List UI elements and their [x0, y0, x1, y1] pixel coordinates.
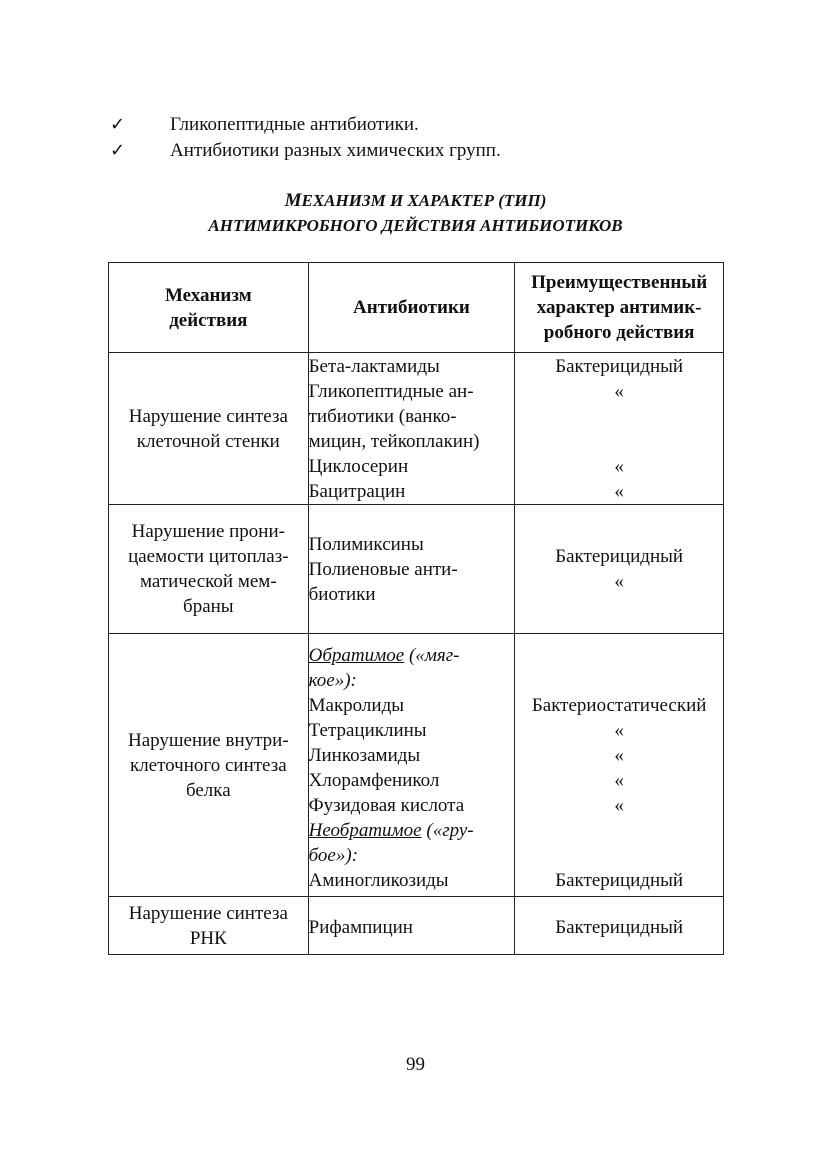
mechanism-cell: Нарушение прони- цаемости цитоплаз- матической мем- браны — [109, 505, 309, 634]
action-cell: Бактерицидный « « « — [515, 353, 724, 505]
mechanism-cell: Нарушение внутри- клеточного синтеза белка — [109, 634, 309, 897]
bullet-text: Гликопептидные антибиотики. — [170, 114, 419, 135]
header-action: Преимущественный характер антимик- робного действия — [515, 263, 724, 353]
mechanism-cell: Нарушение синтеза клеточной стенки — [109, 353, 309, 505]
action-cell: Бактериостатический « « « « Бактерицидный — [515, 634, 724, 897]
section-heading-line-1 — [0, 188, 831, 213]
table-row — [109, 634, 724, 897]
checkmark-icon: ✓ — [110, 114, 126, 135]
page-number: 99 — [406, 1054, 425, 1075]
antibiotics-cell: Полимиксины Полиеновые анти- биотики — [308, 505, 515, 634]
header-antibiotics: Антибиотики — [308, 263, 515, 353]
heading-rest: ЕХАНИЗМ И ХАРАКТЕР (ТИП) — [301, 191, 547, 210]
table-row — [109, 505, 724, 634]
bullet-item — [110, 112, 501, 138]
antibiotics-cell: Обратимое («мяг- кое»): Макролиды Тетрациклины Линкозамиды Хлорамфеникол Фузидовая кислота Необратимое («гру- бое»): Аминогликозиды — [308, 634, 515, 897]
table-header-row — [109, 263, 724, 353]
section-heading-line-2: АНТИМИКРОБНОГО ДЕЙСТВИЯ АНТИБИОТИКОВ — [208, 216, 623, 235]
table-row — [109, 353, 724, 505]
action-cell: Бактерицидный — [515, 897, 724, 955]
irreversible-subheading: Необратимое («гру- — [308, 820, 474, 841]
antibiotics-cell: Бета-лактамиды Гликопептидные ан- тибиотики (ванко- мицин, тейкоплакин) Циклосерин Бацитрацин — [308, 353, 515, 505]
antibiotics-cell: Рифампицин — [308, 897, 515, 955]
heading-initial: М — [284, 190, 302, 211]
antibiotics-table — [108, 262, 724, 955]
bullet-list — [110, 112, 501, 164]
bullet-text: Антибиотики разных химических групп. — [170, 140, 501, 161]
action-cell: Бактерицидный « — [515, 505, 724, 634]
header-mechanism: Механизм действия — [109, 263, 309, 353]
checkmark-icon: ✓ — [110, 140, 126, 161]
table-row — [109, 897, 724, 955]
bullet-item — [110, 138, 501, 164]
reversible-subheading: Обратимое («мяг- — [308, 645, 460, 666]
mechanism-cell: Нарушение синтеза РНК — [109, 897, 309, 955]
